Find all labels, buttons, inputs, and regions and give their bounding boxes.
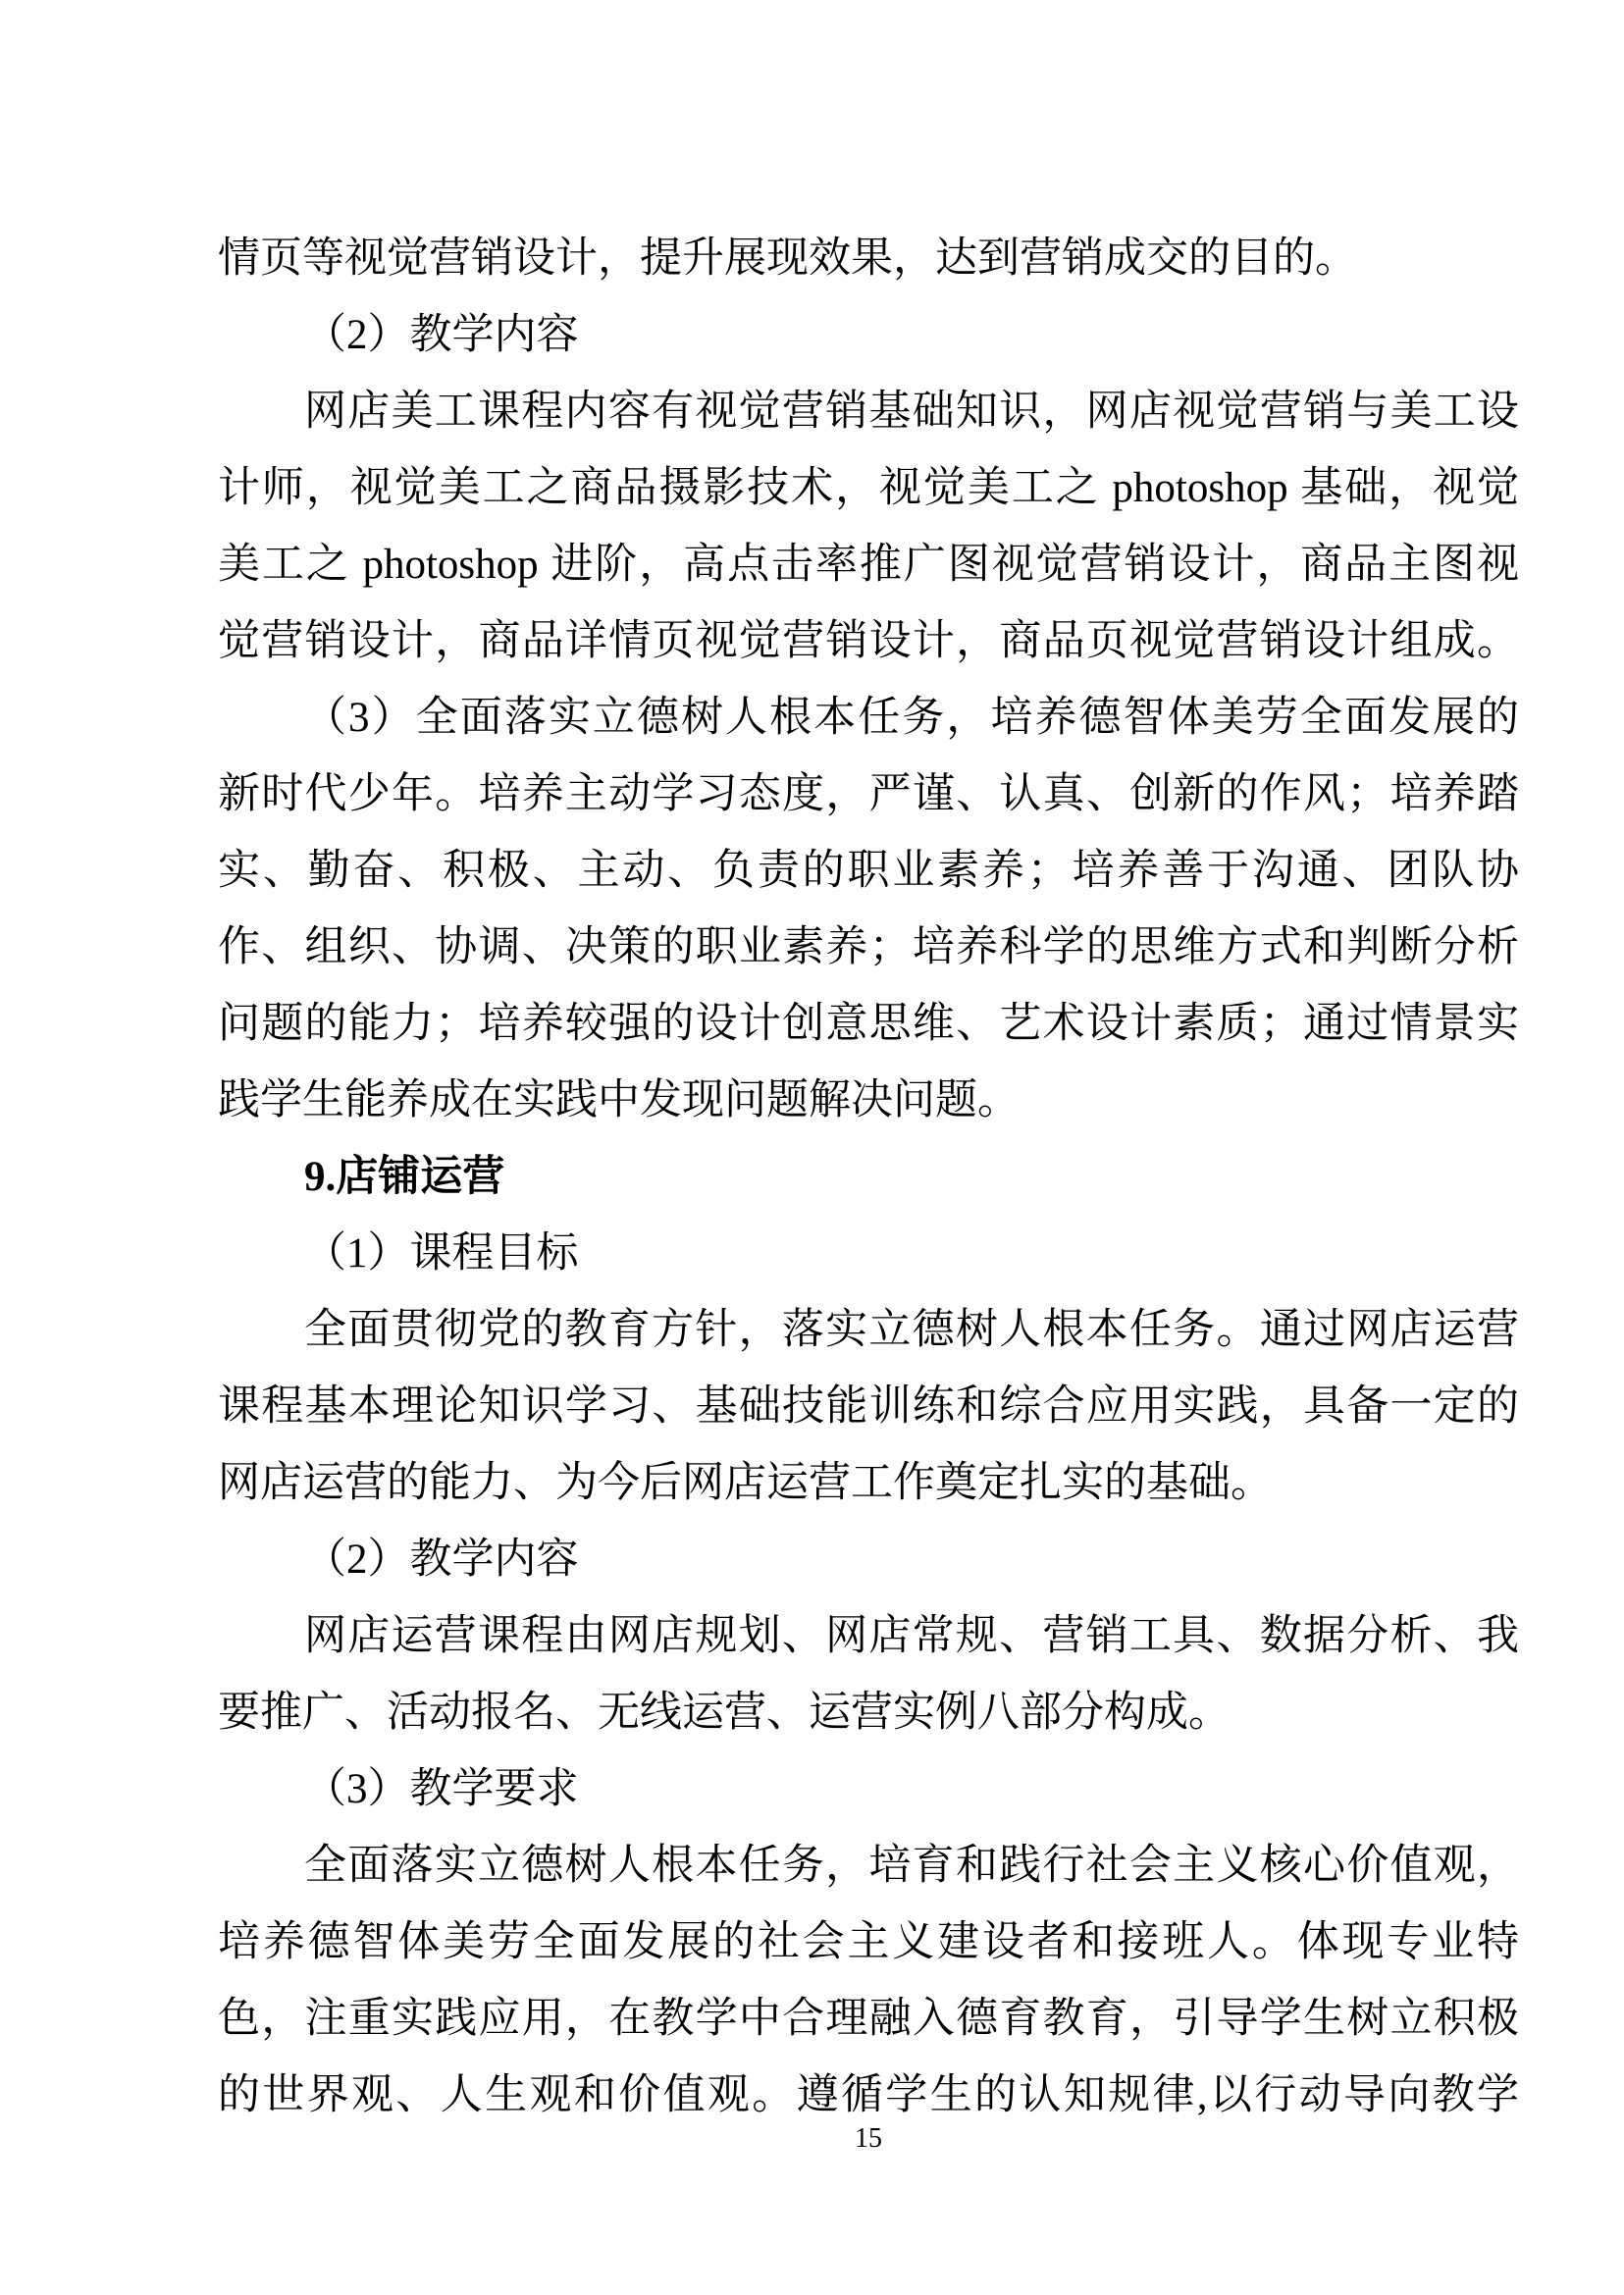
text-line: 作、组织、协调、决策的职业素养；培养科学的思维方式和判断分析 — [218, 924, 1519, 970]
text-line: 情页等视觉营销设计，提升展现效果，达到营销成交的目的。 — [218, 235, 1357, 282]
text-line: 网店运营的能力、为今后网店运营工作奠定扎实的基础。 — [218, 1460, 1273, 1506]
text-line: （2）教学内容 — [304, 1537, 579, 1583]
text-line: 实、勤奋、积极、主动、负责的职业素养；培养善于沟通、团队协 — [218, 848, 1519, 894]
text-line: 美工之 photoshop 进阶，高点击率推广图视觉营销设计，商品主图视 — [218, 542, 1519, 588]
text-block — [218, 221, 1519, 2134]
text-line: 培养德智体美劳全面发展的社会主义建设者和接班人。体现专业特 — [218, 1919, 1519, 1965]
text-line: 新时代少年。培养主动学习态度，严谨、认真、创新的作风；培养踏 — [218, 771, 1519, 817]
text-line: 问题的能力；培养较强的设计创意思维、艺术设计素质；通过情景实 — [218, 1001, 1519, 1047]
text-line: 要推广、活动报名、无线运营、运营实例八部分构成。 — [218, 1690, 1231, 1736]
text-line: 网店运营课程由网店规划、网店常规、营销工具、数据分析、我 — [304, 1613, 1519, 1659]
text-line: 课程基本理论知识学习、基础技能训练和综合应用实践，具备一定的 — [218, 1383, 1519, 1430]
text-line: 践学生能养成在实践中发现问题解决问题。 — [218, 1077, 1020, 1123]
text-line: 全面落实立德树人根本任务，培育和践行社会主义核心价值观， — [304, 1843, 1519, 1889]
text-line: （3）教学要求 — [304, 1766, 579, 1812]
text-line: 的世界观、人生观和价值观。遵循学生的认知规律,以行动导向教学 — [218, 2072, 1519, 2118]
text-line: 色，注重实践应用，在教学中合理融入德育教育，引导学生树立积极 — [218, 1996, 1519, 2042]
text-line: （1）课程目标 — [304, 1230, 579, 1277]
text-line: 网店美工课程内容有视觉营销基础知识，网店视觉营销与美工设 — [304, 389, 1519, 435]
text-line: 计师，视觉美工之商品摄影技术，视觉美工之 photoshop 基础，视觉 — [218, 465, 1519, 511]
text-line: 觉营销设计，商品详情页视觉营销设计，商品页视觉营销设计组成。 — [218, 618, 1519, 664]
text-line: （2）教学内容 — [304, 312, 579, 358]
text-line: 全面贯彻党的教育方针，落实立德树人根本任务。通过网店运营 — [304, 1307, 1519, 1353]
section-heading: 9.店铺运营 — [304, 1154, 505, 1200]
text-line: （3）全面落实立德树人根本任务，培养德智体美劳全面发展的 — [304, 695, 1519, 741]
page-number: 15 — [855, 2123, 882, 2154]
